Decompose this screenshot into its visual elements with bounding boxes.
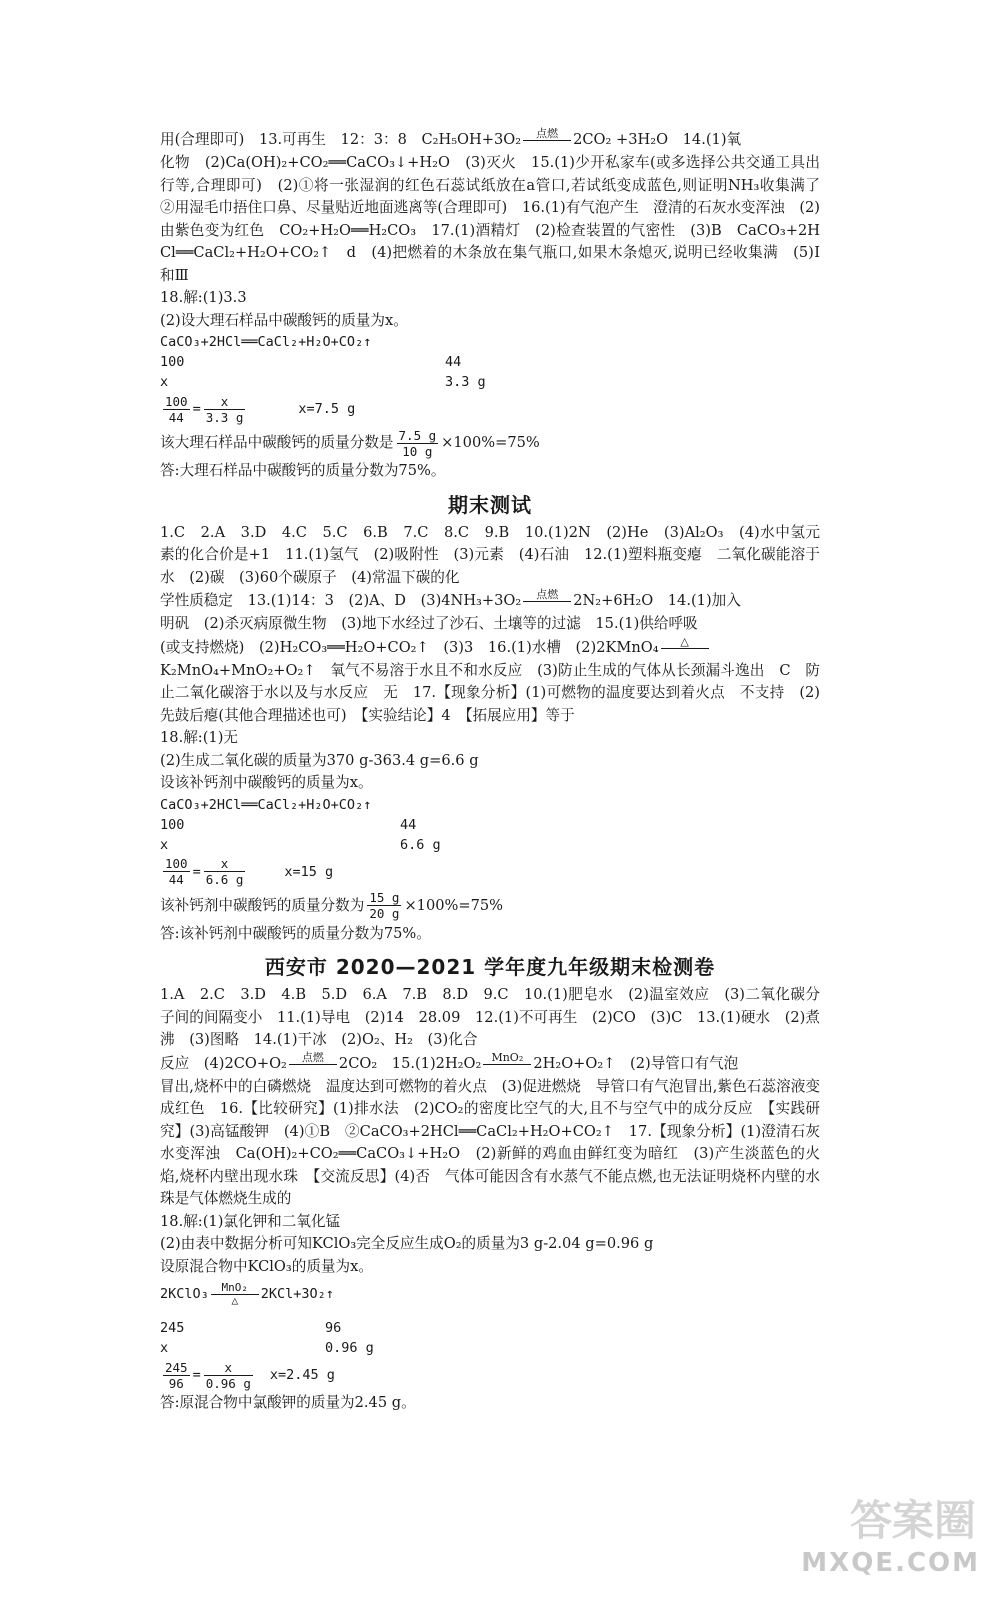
fraction: $\frac{245}{96}$ (165, 1359, 188, 1391)
equation: CaCO₃+2HCl══CaCl₂+H₂O+CO₂↑ (160, 796, 372, 813)
reaction-condition: MnO₂ △ (211, 1282, 259, 1307)
section-heading: 期末测试 (448, 492, 532, 517)
text: 2CO₂ +3H₂O 14.(1)氧 (573, 131, 742, 148)
text-line: (2)生成二氧化碳的质量为370 g-363.4 g=6.6 g (160, 751, 479, 769)
text-line: (或支持燃烧) (2)H₂CO₃══H₂O+CO₂↑ (3)3 16.(1)水槽 (2)2KMnO₄ △ (160, 636, 820, 660)
fraction: $\frac{100}{44}$ (165, 393, 188, 425)
ratio-row (160, 352, 820, 372)
reaction-condition: MnO₂ (483, 1052, 531, 1076)
paragraph: 1.A 2.C 3.D 4.B 5.D 6.A 7.B 8.D 9.C 10.(1)肥皂水 (2)温室效应 (3)二氧化碳分子间的间隔变小 11.(1)导电 (2)14 28.09 12.(1)不可再生 (2)CO (3)C 13.(1)硬水 (2)煮沸 (3)图略 14.(1)干冰 (2)O₂、H₂ (3)化合 (160, 986, 820, 1048)
watermark-logo (800, 1498, 980, 1578)
solution-header: 18.解:(1)3.3 (160, 289, 247, 306)
ratio-value: x (160, 374, 169, 390)
ratio-row: 245 96 (160, 1320, 342, 1336)
paragraph: K₂MnO₄+MnO₂+O₂↑ 氧气不易溶于水且不和水反应 (3)防止生成的气体从长颈漏斗逸出 C 防止二氧化碳溶于水以及与水反应 无 17.【现象分析】(1)可燃物的温度要达到着火点 不支持 (2)先鼓后瘪(其他合理描述也可) 【实验结论】4 【拓展应用】等于 (160, 661, 820, 724)
equation: CaCO₃+2HCl══CaCl₂+H₂O+CO₂↑ (160, 334, 372, 350)
text-line: 学性质稳定 13.(1)14：3 (2)A、D (3)4NH₃+3O₂ 点燃 2N₂+6H₂O 14.(1)加入 (160, 589, 820, 613)
answer-line: 答:该补钙剂中碳酸钙的质量分数为75%。 (160, 924, 431, 942)
text-line (160, 128, 820, 152)
text-line: 设原混合物中KClO₃的质量为x。 (160, 1257, 373, 1275)
ratio-row (160, 372, 820, 392)
ratio-value: 3.3 g (445, 374, 486, 390)
watermark-text: 答案圈 (849, 1496, 976, 1545)
text: 用(合理即可) 13.可再生 12：3：8 C₂H₅OH+3O₂ (160, 131, 522, 148)
fraction: $\frac{x}{3.3 g}$ (205, 393, 244, 425)
text-line: 反应 (4)2CO+O₂ 点燃 2CO₂ 15.(1)2H₂O₂ MnO₂ 2H₂O+O₂↑ (2)导管口有气泡 (160, 1052, 820, 1076)
percentage-line: 该大理石样品中碳酸钙的质量分数是 $\frac{7.5 g}{10 g}$ ×100%=75% (160, 427, 540, 459)
proportion-row: $\frac{245}{96}$ = $\frac{x}{0.96 g}$ x=2.45 g (165, 1359, 335, 1391)
answer-page (160, 127, 835, 1415)
watermark-url: MXQE.COM (801, 1548, 980, 1578)
solution-header: 18.解:(1)氯化钾和二氧化锰 (160, 1212, 341, 1230)
result: x=15 g (284, 863, 334, 880)
reaction-condition: 点燃 (523, 589, 571, 613)
ratio-value: 44 (445, 354, 462, 370)
reaction-condition: 点燃 (289, 1052, 337, 1076)
result: x=7.5 g (298, 401, 356, 417)
answer-line: 答:大理石样品中碳酸钙的质量分数为75%。 (160, 462, 446, 479)
proportion-row: $\frac{100}{44}$ = $\frac{x}{3.3 g}$ x=7.5 g (165, 393, 356, 425)
section-heading: 西安市 2020—2021 学年度九年级期末检测卷 (264, 955, 716, 979)
paragraph: 化物 (2)Ca(OH)₂+CO₂══CaCO₃↓+H₂O (3)灭火 15.(1)少开私家车(或多选择公共交通工具出行等,合理即可) (2)①将一张湿润的红色石蕊试纸放在a管口,若试纸变成蓝色,则证明NH₃收集满了 ②用湿毛巾捂住口鼻、尽量贴近地面逃离等(合理即可) 16.(1)有气泡产生 澄清的石灰水变浑浊 (2)由紫色变为红色 CO₂+H₂O══H₂CO₃ 17.(1)酒精灯 (2)检查装置的气密性 (3)B CaCO₃+2HCl══CaCl₂+H₂O+CO₂↑ d (4)把燃着的木条放在集气瓶口,如果木条熄灭,说明已经收集满 (5)Ⅰ和Ⅲ (160, 154, 835, 284)
proportion-row: $\frac{100}{44}$ = $\frac{x}{6.6 g}$ x=15 g (165, 856, 334, 887)
fraction: $\frac{x}{6.6 g}$ (205, 856, 244, 887)
condition-text: 点燃 (523, 128, 571, 141)
solution-header: 18.解:(1)无 (160, 729, 238, 746)
reaction-condition: △ (661, 636, 709, 660)
text-line: (2)由表中数据分析可知KClO₃完全反应生成O₂的质量为3 g-2.04 g=0.96 g (160, 1235, 654, 1252)
paragraph: 1.C 2.A 3.D 4.C 5.C 6.B 7.C 8.C 9.B 10.(1)2N (2)He (3)Al₂O₃ (4)水中氢元素的化合价是+1 11.(1)氢气 (2)吸附性 (3)元素 (4)石油 12.(1)塑料瓶变瘪 二氧化碳能溶于水 (2)碳 (3)60个碳原子 (4)常温下碳的化 (160, 523, 820, 586)
text-line: 设该补钙剂中碳酸钙的质量为x。 (160, 774, 373, 791)
fraction: $\frac{15 g}{20 g}$ (369, 890, 400, 921)
ratio-row: 100 44 (160, 816, 417, 833)
paragraph: 冒出,烧杯中的白磷燃烧 温度达到可燃物的着火点 (3)促进燃烧 导管口有气泡冒出,紫色石蕊溶液变成红色 16.【比较研究】(1)排水法 (2)CO₂的密度比空气的大,且不与空气中的成分反应 【实践研究】(3)高锰酸钾 (4)①B ②CaCO₃+2HCl══CaCl₂+H₂O+CO₂↑ 17.【现象分析】(1)澄清石灰水变浑浊 Ca(OH)₂+CO₂══CaCO₃↓+H₂O (2)新鲜的鸡血由鲜红变为暗红 (3)产生淡蓝色的火焰,烧杯内壁出现水珠 【交流反思】(4)否 气体可能因含有水蒸气不能点燃,也无法证明烧杯内壁的水珠是气体燃烧生成的 (160, 1077, 820, 1207)
ratio-row: x 0.96 g (160, 1340, 374, 1356)
fraction: $\frac{100}{44}$ (165, 856, 188, 887)
reaction-condition (523, 128, 571, 152)
ratio-value: 100 (160, 354, 185, 370)
answer-line: 答:原混合物中氯酸钾的质量为2.45 g。 (160, 1394, 416, 1411)
equation: 2KClO₃ MnO₂ △ 2KCl+3O₂↑ (160, 1280, 334, 1307)
text-line: (2)设大理石样品中碳酸钙的质量为x。 (160, 311, 408, 329)
paragraph: 明矾 (2)杀灭病原微生物 (3)地下水经过了沙石、土壤等的过滤 15.(1)供给呼吸 (160, 615, 698, 632)
percentage-line: 该补钙剂中碳酸钙的质量分数为 $\frac{15 g}{20 g}$ ×100%=75% (160, 890, 504, 921)
ratio-row: x 6.6 g (160, 836, 441, 853)
result: x=2.45 g (269, 1367, 335, 1383)
fraction: $\frac{7.5 g}{10 g}$ (398, 427, 437, 459)
fraction: $\frac{x}{0.96 g}$ (205, 1359, 251, 1391)
